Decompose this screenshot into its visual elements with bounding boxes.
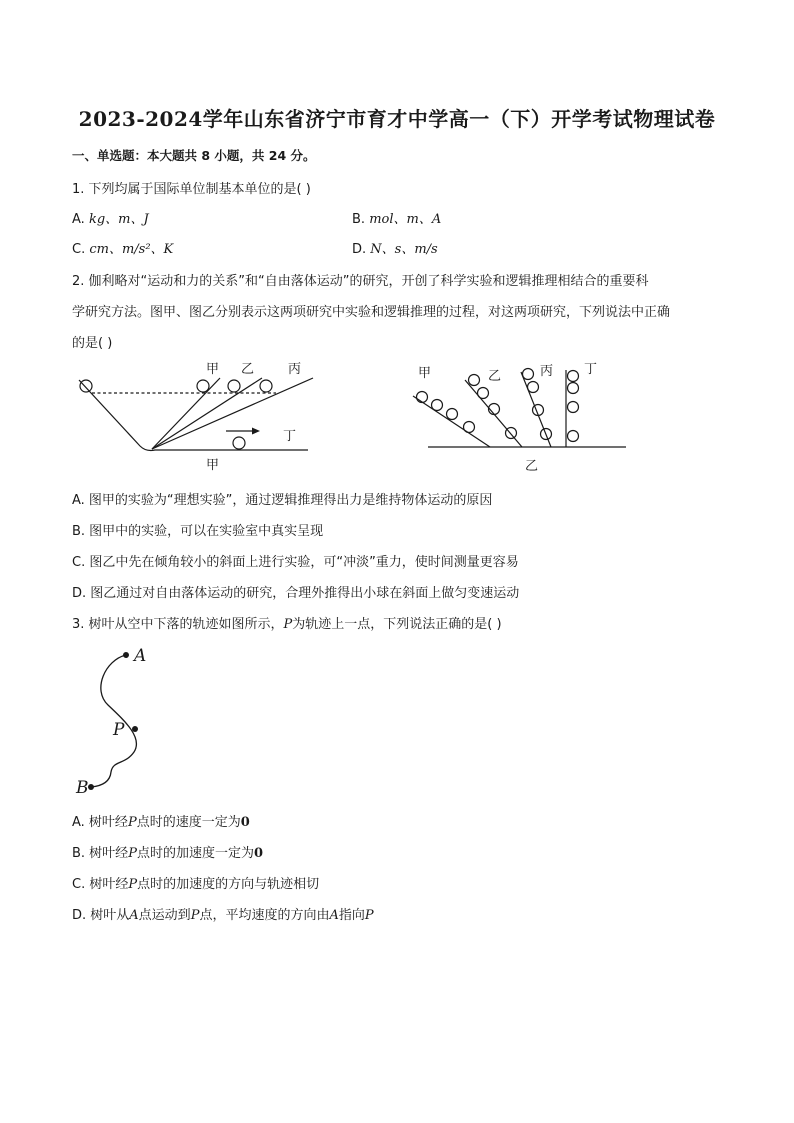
section-heading: 一、单选题：本大题共 8 小题，共 24 分。 bbox=[72, 148, 316, 163]
q3-stem-part-1: 3. 树叶从空中下落的轨迹如图所示， bbox=[72, 617, 284, 632]
q3-d-text-1: D. 树叶从 bbox=[72, 908, 130, 923]
ball-yi bbox=[228, 380, 240, 392]
label2-yi: 乙 bbox=[488, 369, 502, 384]
ball-start bbox=[80, 380, 92, 392]
ball-3b bbox=[528, 382, 539, 393]
ball-4c bbox=[568, 402, 579, 413]
label-yi: 乙 bbox=[241, 362, 255, 377]
ball-3a bbox=[523, 369, 534, 380]
label-bing: 丙 bbox=[288, 362, 302, 377]
ball-2d bbox=[506, 428, 517, 439]
q3-d-math-4: P bbox=[364, 908, 374, 923]
q1-option-a-prefix: A. bbox=[72, 212, 89, 227]
q1-option-d-units: N、s、m/s bbox=[370, 242, 438, 257]
q3-option-b bbox=[72, 842, 263, 861]
incline-yi bbox=[152, 378, 262, 449]
label2-ding: 丁 bbox=[584, 362, 598, 377]
q3-d-text-3: 点，平均速度的方向由 bbox=[199, 908, 330, 923]
page-title: 2023-2024学年山东省济宁市育才中学高一（下）开学考试物理试卷 bbox=[78, 107, 716, 131]
ball-1b bbox=[432, 400, 443, 411]
question-2-stem-line-1: 2. 伽利略对“运动和力的关系”和“自由落体运动”的研究，开创了科学实验和逻辑推理相结合的重要科 bbox=[72, 274, 649, 289]
q3-option-d bbox=[72, 904, 374, 923]
figure-caption-jia: 甲 bbox=[206, 458, 220, 473]
ball-ding bbox=[233, 437, 245, 449]
question-2-stem-line-3: 的是( ) bbox=[72, 336, 113, 351]
ball-4a bbox=[568, 371, 579, 382]
figure-caption-yi: 乙 bbox=[525, 459, 539, 474]
incline-1 bbox=[413, 396, 490, 447]
q1-option-a-units: kg、m、J bbox=[88, 212, 149, 227]
q2-option-c: C. 图乙中先在倾角较小的斜面上进行实验，可“冲淡”重力，使时间测量更容易 bbox=[72, 555, 519, 570]
q1-option-c-prefix: C. bbox=[72, 242, 90, 257]
ball-bing bbox=[260, 380, 272, 392]
q1-option-c-units: cm、m/s²、K bbox=[89, 242, 174, 257]
q3-d-math-3: A bbox=[329, 908, 339, 923]
q3-a-text-2: 点时的速度一定为 bbox=[136, 815, 241, 830]
question-1-stem: 1. 下列均属于国际单位制基本单位的是( ) bbox=[72, 182, 311, 197]
incline-3 bbox=[521, 372, 551, 447]
point-a-label: A bbox=[134, 646, 147, 666]
ball-1a bbox=[417, 392, 428, 403]
q3-d-math-1: A bbox=[129, 908, 139, 923]
ball-4d bbox=[568, 431, 579, 442]
q3-d-math-2: P bbox=[190, 908, 200, 923]
q3-a-math: P bbox=[127, 815, 137, 830]
q3-b-text-2: 点时的加速度一定为 bbox=[136, 846, 254, 861]
q1-option-b-prefix: B. bbox=[352, 212, 370, 227]
q2-option-b: B. 图甲中的实验，可以在实验室中真实呈现 bbox=[72, 524, 324, 539]
q3-b-value: 0 bbox=[253, 846, 263, 861]
point-b-label: B bbox=[76, 778, 89, 798]
point-a-dot bbox=[123, 652, 129, 658]
q3-option-a bbox=[72, 811, 250, 830]
question-2-stem-line-2: 学研究方法。图甲、图乙分别表示这两项研究中实验和逻辑推理的过程，对这两项研究，下列说法中正确 bbox=[72, 305, 671, 320]
q2-option-a: A. 图甲的实验为“理想实验”，通过逻辑推理得出力是维持物体运动的原因 bbox=[72, 493, 493, 508]
q3-stem-part-2: 为轨迹上一点，下列说法正确的是( ) bbox=[292, 617, 502, 632]
label-jia: 甲 bbox=[206, 362, 220, 377]
ramp-track bbox=[79, 380, 308, 451]
ball-2a bbox=[469, 375, 480, 386]
arrow-head-icon bbox=[252, 428, 260, 435]
q1-option-d-prefix: D. bbox=[352, 242, 371, 257]
q3-stem-point-p: P bbox=[283, 617, 293, 632]
question-3-stem bbox=[72, 613, 502, 632]
q3-d-text-4: 指向 bbox=[338, 908, 365, 923]
ball-jia bbox=[197, 380, 209, 392]
ball-1d bbox=[464, 422, 475, 433]
q3-b-text-1: B. 树叶经 bbox=[72, 846, 129, 861]
q1-option-b-units: mol、m、A bbox=[369, 212, 442, 227]
q3-b-math: P bbox=[128, 846, 137, 861]
incline-jia bbox=[152, 378, 220, 449]
point-p-label: P bbox=[113, 720, 125, 740]
ball-4b bbox=[568, 383, 579, 394]
ball-1c bbox=[447, 409, 458, 420]
point-p-dot bbox=[132, 726, 138, 732]
label-ding: 丁 bbox=[283, 429, 297, 444]
q3-a-text-1: A. 树叶经 bbox=[72, 815, 128, 830]
ball-2b bbox=[478, 388, 489, 399]
q3-d-text-2: 点运动到 bbox=[138, 908, 191, 923]
point-b-dot bbox=[88, 784, 94, 790]
q3-option-c bbox=[72, 873, 319, 892]
q3-c-text-1: C. 树叶经 bbox=[72, 877, 129, 892]
q3-c-text-2: 点时的加速度的方向与轨迹相切 bbox=[137, 877, 320, 892]
q3-a-value: 0 bbox=[240, 815, 250, 830]
label2-bing: 丙 bbox=[540, 364, 554, 379]
q2-option-d: D. 图乙通过对自由落体运动的研究，合理外推得出小球在斜面上做匀变速运动 bbox=[72, 586, 520, 601]
label2-jia: 甲 bbox=[418, 366, 432, 381]
q3-c-math: P bbox=[128, 877, 138, 892]
incline-2 bbox=[465, 380, 522, 447]
